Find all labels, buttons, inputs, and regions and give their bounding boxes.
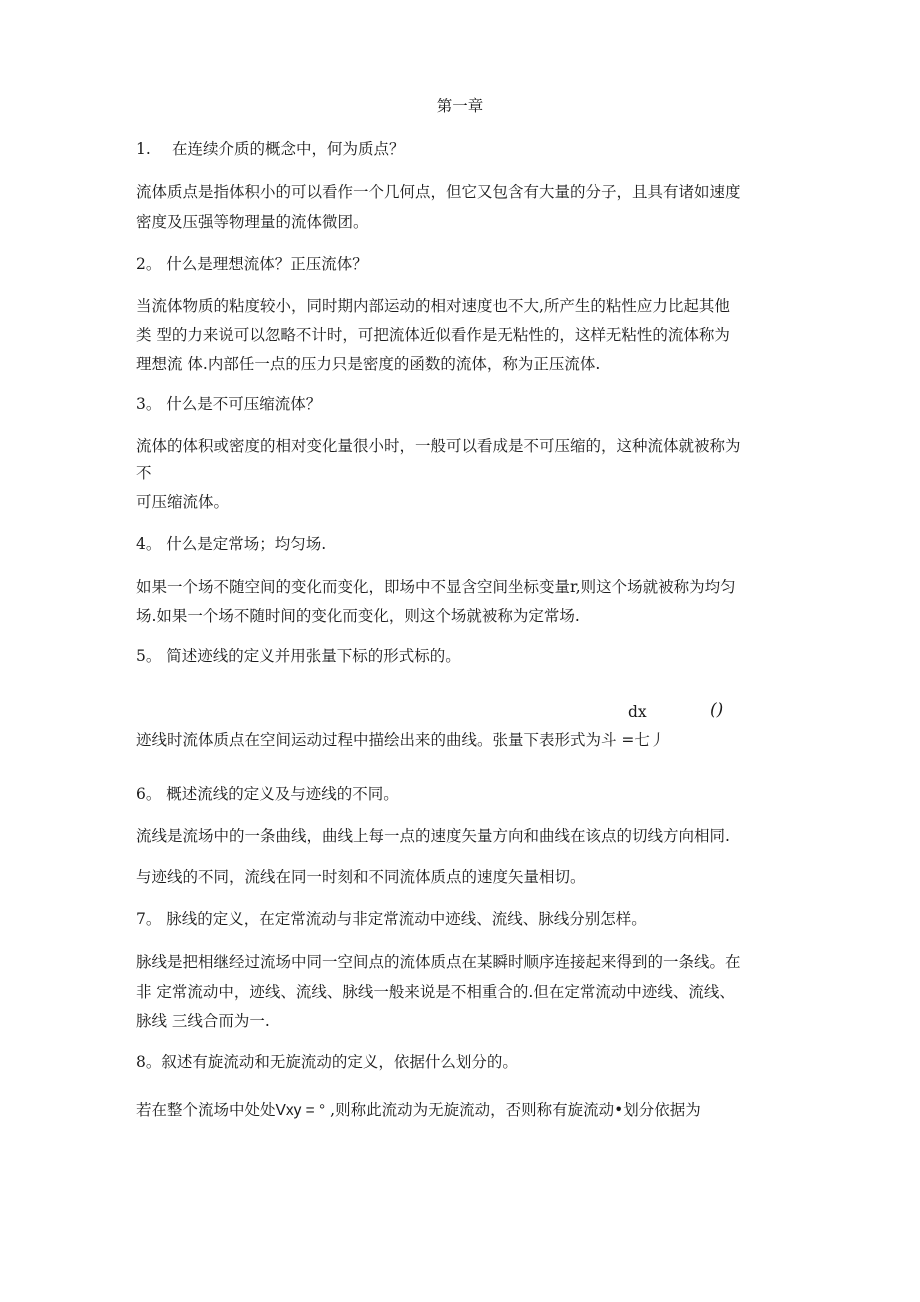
question-1-number: 1. (136, 140, 151, 158)
question-6: 6。 概述流线的定义及与迹线的不同。 (136, 785, 399, 803)
answer-7-line-2: 非 定常流动中，迹线、流线、脉线一般来说是不相重合的.但在定常流动中迹线、流线、 (136, 983, 735, 1001)
answer-5: 迹线时流体质点在空间运动过程中描绘出来的曲线。张量下表形式为斗 =七丿 (136, 731, 666, 749)
chapter-title: 第一章 (436, 97, 484, 115)
question-1 (136, 139, 405, 159)
answer-1-line-1: 流体质点是指体积小的可以看作一个几何点，但它又包含有大量的分子，且具有诸如速度 (136, 183, 741, 201)
formula-symbol: () (710, 700, 724, 720)
question-8: 8。叙述有旋流动和无旋流动的定义，依据什么划分的。 (136, 1053, 518, 1071)
answer-8-post: ,则称此流动为无旋流动，否则称有旋流动•划分依据为 (325, 1101, 701, 1119)
question-2: 2。 什么是理想流体？正压流体？ (136, 255, 368, 273)
answer-8 (136, 1100, 701, 1121)
answer-3-line-1: 流体的体积或密度的相对变化量很小时，一般可以看成是不可压缩的，这种流体就被称为 (136, 437, 741, 455)
answer-6-line-2: 与迹线的不同，流线在同一时刻和不同流体质点的速度矢量相切。 (136, 868, 586, 886)
answer-2-line-2: 类 型的力来说可以忽略不计时，可把流体近似看作是无粘性的，这样无粘性的流体称为 (136, 326, 730, 344)
answer-3-line-3: 可压缩流体。 (136, 493, 230, 511)
answer-7-line-3: 脉线 三线合而为一. (136, 1012, 270, 1030)
question-1-text: 在连续介质的概念中，何为质点？ (172, 140, 405, 158)
question-5: 5。 简述迹线的定义并用张量下标的形式标的。 (136, 647, 461, 665)
answer-6-line-1: 流线是流场中的一条曲线，曲线上每一点的速度矢量方向和曲线在该点的切线方向相同. (136, 827, 730, 845)
answer-4-line-2: 场.如果一个场不随时间的变化而变化，则这个场就被称为定常场. (136, 607, 580, 625)
answer-1-line-2: 密度及压强等物理量的流体微团。 (136, 213, 369, 231)
answer-3-line-2: 不 (136, 464, 152, 482)
answer-8-formula: Vxy = ° (275, 1102, 326, 1119)
answer-2-line-1: 当流体物质的粘度较小，同时期内部运动的相对速度也不大,所产生的粘性应力比起其他 (136, 297, 730, 315)
answer-7-line-1: 脉线是把相继经过流场中同一空间点的流体质点在某瞬时顺序连接起来得到的一条线。在 (136, 953, 741, 971)
question-4: 4。 什么是定常场；均匀场. (136, 535, 327, 553)
answer-2-line-3: 理想流 体.内部任一点的压力只是密度的函数的流体，称为正压流体. (136, 355, 601, 373)
answer-4-line-1: 如果一个场不随空间的变化而变化，即场中不显含空间坐标变量r,则这个场就被称为均匀 (136, 578, 736, 596)
formula-dx: dx (628, 703, 647, 721)
question-7: 7。 脉线的定义，在定常流动与非定常流动中迹线、流线、脉线分别怎样。 (136, 910, 647, 928)
question-3: 3。 什么是不可压缩流体？ (136, 395, 322, 413)
answer-8-pre: 若在整个流场中处处 (136, 1101, 276, 1119)
